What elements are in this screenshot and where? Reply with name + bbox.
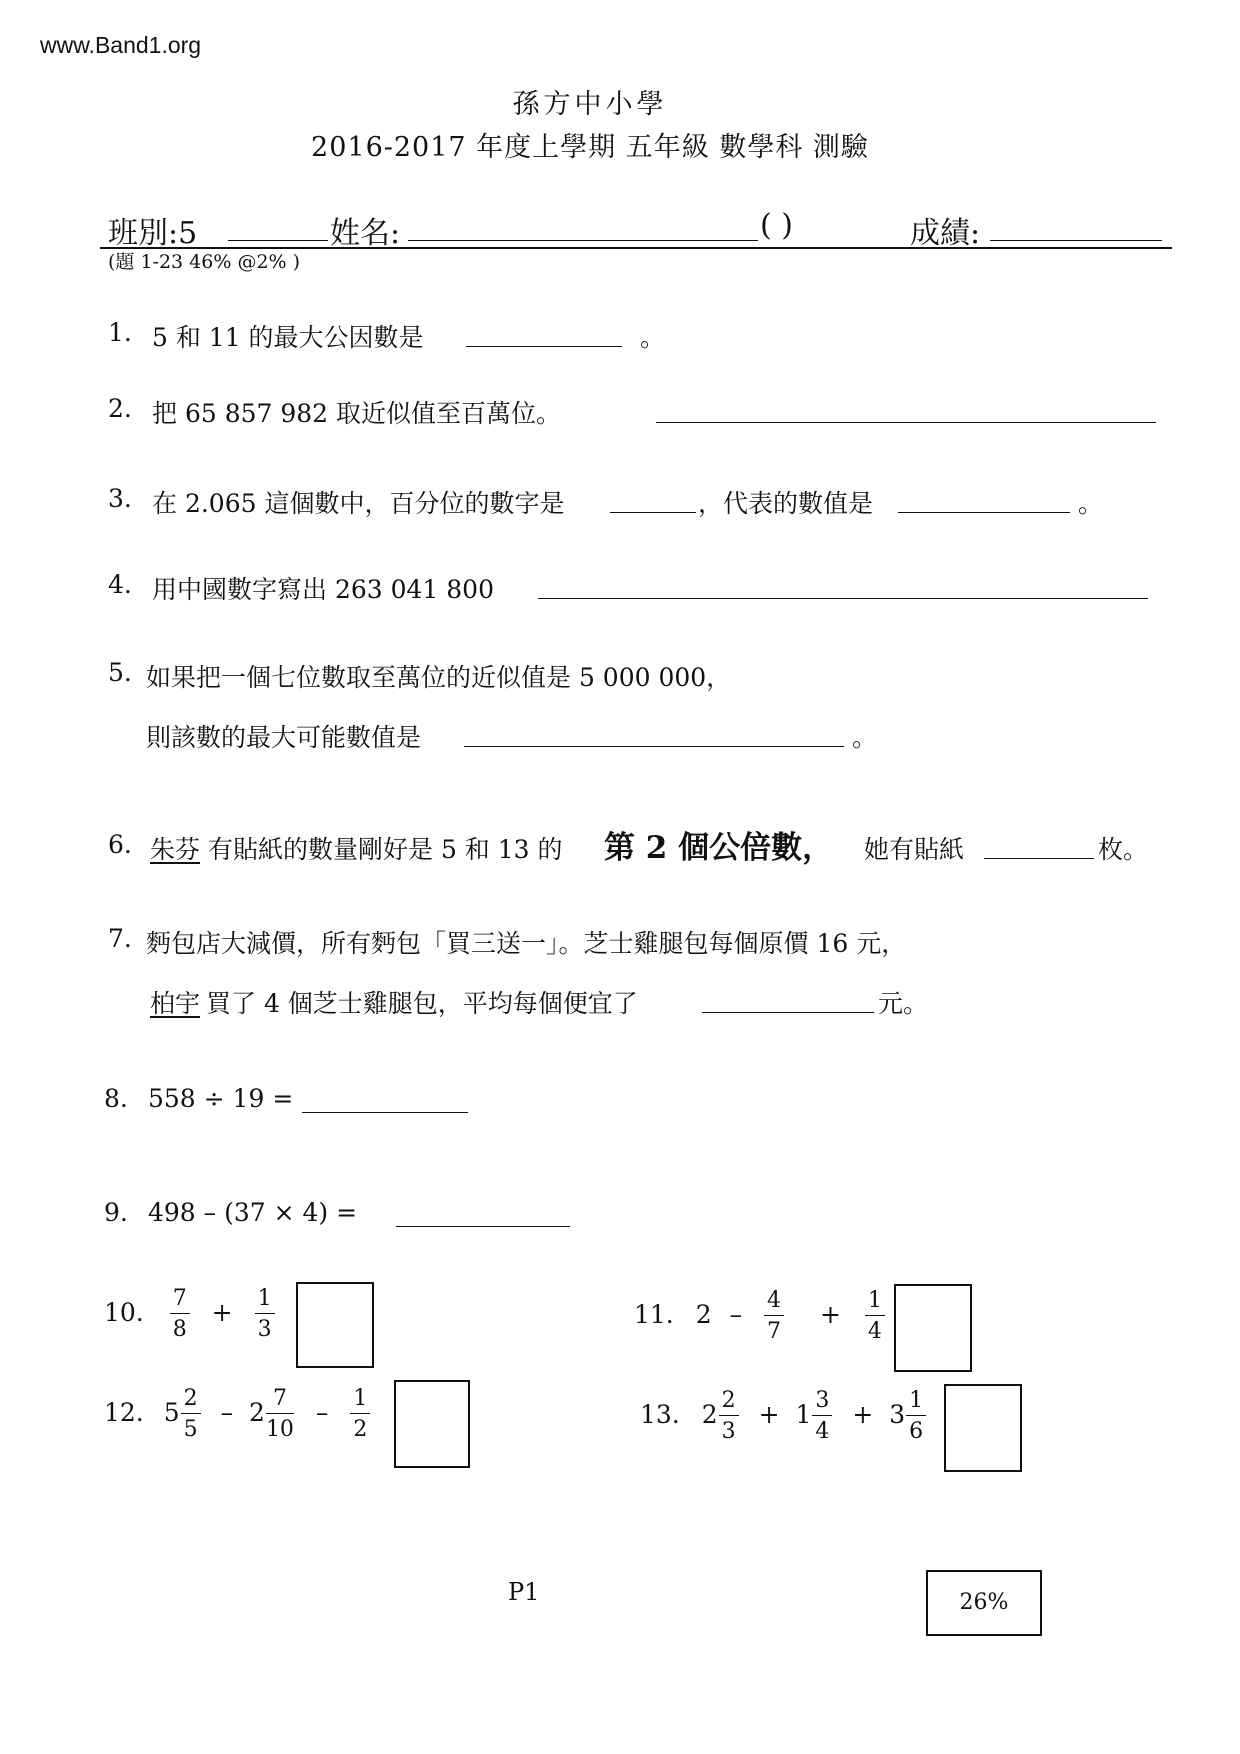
q6-number: 6. bbox=[108, 830, 132, 859]
q13-op1: + bbox=[758, 1400, 780, 1429]
q2-number: 2. bbox=[108, 394, 132, 423]
q12-f3-numerator: 1 bbox=[350, 1388, 370, 1414]
q5-end: 。 bbox=[852, 723, 878, 752]
q4-answer-blank[interactable] bbox=[538, 598, 1148, 599]
q7-end: 元。 bbox=[878, 989, 929, 1018]
exam-title: 2016-2017 年度上學期 五年級 數學科 測驗 bbox=[311, 132, 869, 163]
q12-op2: – bbox=[315, 1398, 329, 1427]
q9-expression: 498 – (37 × 4) = bbox=[148, 1198, 358, 1227]
q3-value-blank[interactable] bbox=[898, 512, 1070, 513]
q12-f2-denominator: 10 bbox=[265, 1417, 294, 1442]
q11-f2-numerator: 1 bbox=[865, 1290, 885, 1316]
q10-f2-denominator: 3 bbox=[257, 1317, 272, 1342]
q12-fraction-1 bbox=[181, 1388, 201, 1441]
q9-number: 9. bbox=[104, 1198, 128, 1227]
q10-f1-numerator: 7 bbox=[170, 1288, 190, 1314]
score-label: 成績: bbox=[910, 216, 981, 251]
q12-whole-2: 2 bbox=[249, 1398, 265, 1427]
q12-f2-numerator: 7 bbox=[266, 1388, 294, 1414]
q13-f1-denominator: 3 bbox=[721, 1419, 736, 1444]
q13-whole-3: 3 bbox=[889, 1400, 906, 1429]
q13-f2-denominator: 4 bbox=[815, 1419, 830, 1444]
q5-line2: 則該數的最大可能數值是 bbox=[146, 723, 422, 752]
q10-fraction-1 bbox=[170, 1288, 190, 1341]
q5-line1: 如果把一個七位數取至萬位的近似值是 5 000 000， bbox=[146, 663, 732, 692]
q11-f2-denominator: 4 bbox=[867, 1319, 882, 1344]
q6-end: 枚。 bbox=[1098, 835, 1149, 864]
q13-f3-numerator: 1 bbox=[906, 1390, 926, 1416]
q12-fraction-3 bbox=[350, 1388, 370, 1441]
q6-bold-text: 第 2 個公倍數， bbox=[604, 830, 834, 866]
q13-fraction-1 bbox=[719, 1390, 739, 1443]
q13-op2: + bbox=[852, 1400, 874, 1429]
q3-text-a: 在 2.065 這個數中，百分位的數字是 bbox=[152, 489, 565, 518]
q11-whole: 2 bbox=[695, 1300, 712, 1329]
q10-row bbox=[104, 1288, 319, 1341]
q2-text: 把 65 857 982 取近似值至百萬位。 bbox=[152, 399, 562, 428]
q3-text-b: ，代表的數值是 bbox=[698, 489, 874, 518]
q13-f2-numerator: 3 bbox=[812, 1390, 832, 1416]
q7-line2: 買了 4 個芝士雞腿包，平均每個便宜了 bbox=[206, 989, 638, 1018]
q8-answer-blank[interactable] bbox=[302, 1112, 468, 1113]
q10-f1-denominator: 8 bbox=[172, 1317, 187, 1342]
q10-number: 10. bbox=[104, 1298, 144, 1327]
q11-fraction-1 bbox=[764, 1290, 784, 1343]
school-name: 孫方中小學 bbox=[512, 89, 668, 120]
name-label: 姓名: bbox=[330, 216, 401, 251]
q6-text-b: 她有貼紙 bbox=[864, 835, 965, 864]
q12-number: 12. bbox=[104, 1398, 144, 1427]
q12-f1-numerator: 2 bbox=[181, 1388, 201, 1414]
q2-answer-blank[interactable] bbox=[656, 422, 1156, 423]
q12-f1-denominator: 5 bbox=[183, 1417, 198, 1442]
q13-f1-numerator: 2 bbox=[719, 1390, 739, 1416]
q12-op1: – bbox=[220, 1398, 234, 1427]
q7-number: 7. bbox=[108, 924, 132, 953]
score-blank[interactable] bbox=[990, 240, 1162, 241]
q4-text: 用中國數字寫出 263 041 800 bbox=[152, 575, 494, 604]
q11-fraction-2 bbox=[865, 1290, 885, 1343]
q7-line1: 麪包店大減價，所有麪包「買三送一」。芝士雞腿包每個原價 16 元， bbox=[146, 929, 907, 958]
q1-number: 1. bbox=[108, 318, 132, 347]
q12-row bbox=[104, 1388, 413, 1441]
q7-answer-blank[interactable] bbox=[702, 1012, 874, 1013]
q1-text: 5 和 11 的最大公因數是 bbox=[152, 323, 424, 352]
class-number-paren[interactable]: ( ) bbox=[760, 208, 793, 243]
q13-f3-denominator: 6 bbox=[909, 1419, 924, 1444]
q3-digit-blank[interactable] bbox=[610, 512, 696, 513]
q10-f2-numerator: 1 bbox=[255, 1288, 275, 1314]
q7-student-name: 柏宇 bbox=[150, 989, 201, 1018]
site-watermark: www.Band1.org bbox=[40, 32, 202, 58]
class-label: 班別:5 bbox=[108, 216, 198, 251]
q11-number: 11. bbox=[634, 1300, 674, 1329]
q12-fraction-2 bbox=[266, 1388, 294, 1441]
q13-whole-1: 2 bbox=[701, 1400, 718, 1429]
q3-end: 。 bbox=[1078, 489, 1104, 518]
q6-answer-blank[interactable] bbox=[984, 858, 1094, 859]
q8-number: 8. bbox=[104, 1084, 128, 1113]
q1-end: 。 bbox=[640, 323, 666, 352]
q10-op1: + bbox=[211, 1298, 233, 1327]
q11-answer-box[interactable] bbox=[894, 1284, 972, 1372]
q8-expression: 558 ÷ 19 = bbox=[148, 1084, 294, 1113]
q4-number: 4. bbox=[108, 570, 132, 599]
q11-f1-numerator: 4 bbox=[764, 1290, 784, 1316]
name-blank[interactable] bbox=[408, 240, 758, 241]
page-score-box: 26% bbox=[926, 1570, 1042, 1636]
q11-row bbox=[634, 1290, 930, 1343]
class-blank[interactable] bbox=[228, 240, 328, 241]
q9-answer-blank[interactable] bbox=[396, 1226, 570, 1227]
q10-fraction-2 bbox=[255, 1288, 275, 1341]
q11-op2: + bbox=[819, 1300, 841, 1329]
q13-fraction-3 bbox=[906, 1390, 926, 1443]
q6-text-a: 有貼紙的數量剛好是 5 和 13 的 bbox=[208, 835, 563, 864]
q13-fraction-2 bbox=[812, 1390, 832, 1443]
q13-row bbox=[640, 1390, 969, 1443]
q1-answer-blank[interactable] bbox=[466, 346, 622, 347]
q11-op1: – bbox=[729, 1300, 743, 1329]
q13-whole-2: 1 bbox=[795, 1400, 812, 1429]
q12-whole-1: 5 bbox=[163, 1398, 180, 1427]
q10-answer-box[interactable] bbox=[296, 1282, 374, 1368]
q12-f3-denominator: 2 bbox=[353, 1417, 368, 1442]
q11-f1-denominator: 7 bbox=[767, 1319, 782, 1344]
q12-answer-box[interactable] bbox=[394, 1380, 470, 1468]
q3-number: 3. bbox=[108, 484, 132, 513]
q5-number: 5. bbox=[108, 658, 132, 687]
q5-answer-blank[interactable] bbox=[464, 746, 844, 747]
q6-student-name: 朱芬 bbox=[150, 835, 201, 864]
q13-answer-box[interactable] bbox=[944, 1384, 1022, 1472]
scoring-note: (題 1-23 46% @2% ) bbox=[108, 251, 301, 273]
page-number: P1 bbox=[508, 1578, 540, 1606]
q13-number: 13. bbox=[640, 1400, 680, 1429]
